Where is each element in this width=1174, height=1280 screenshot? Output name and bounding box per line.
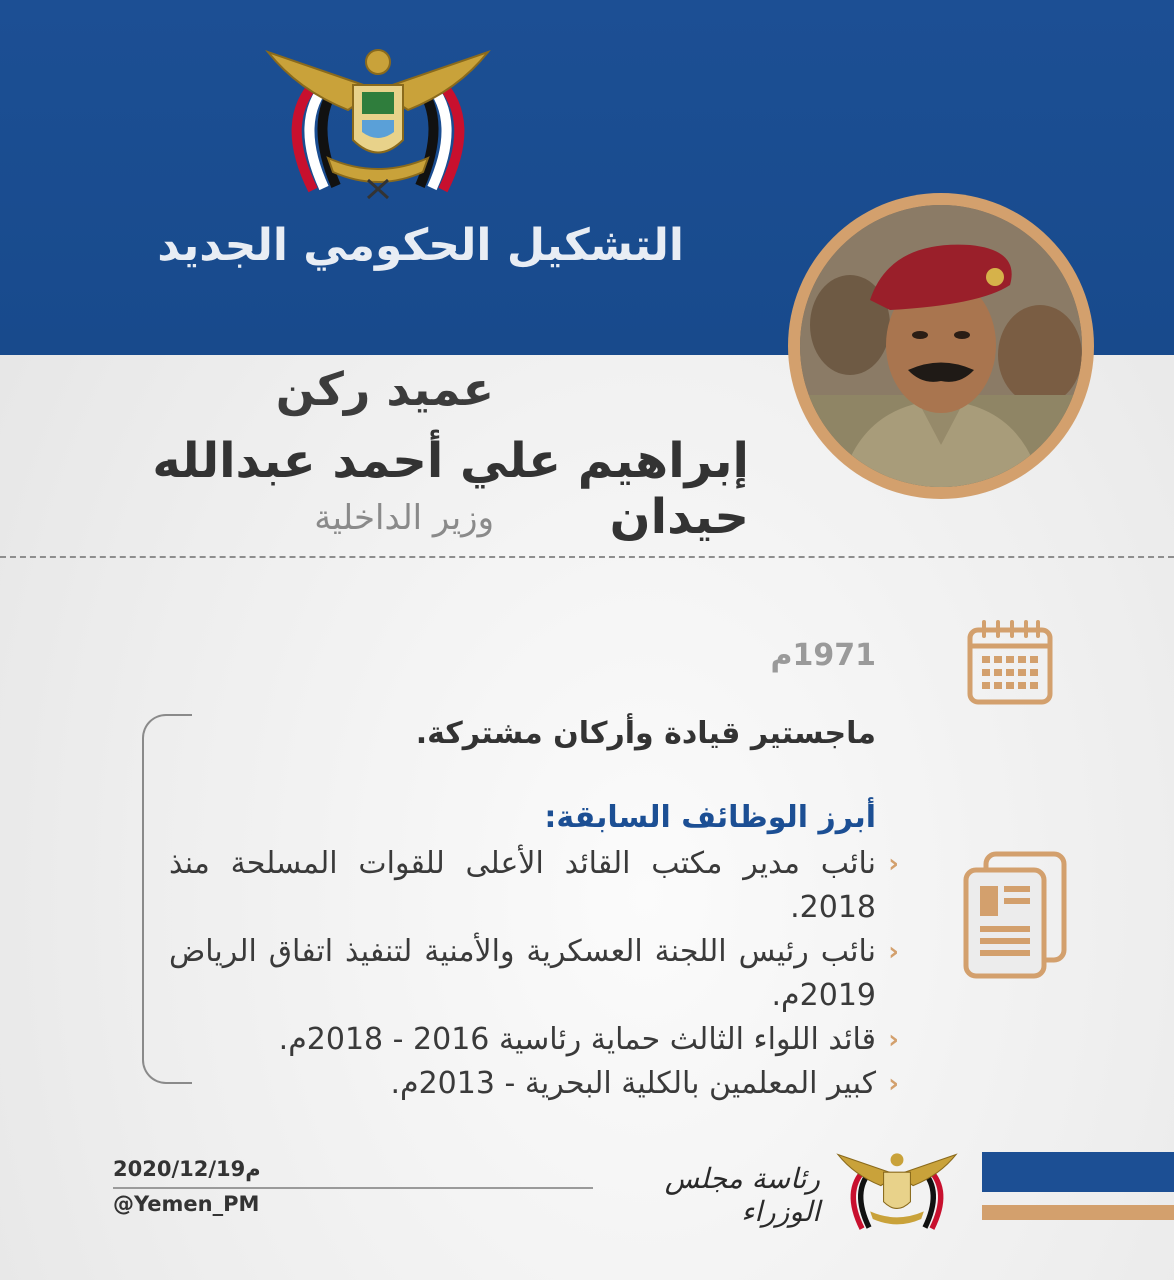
- footer-line: [113, 1187, 593, 1189]
- section-divider: [0, 556, 1174, 558]
- footer-gold-bar: [982, 1205, 1174, 1220]
- jobs-list: [169, 842, 899, 1106]
- publish-date: 2020/12/19م: [113, 1157, 261, 1181]
- calendar-icon: [966, 616, 1054, 706]
- chevron-icon: ‹: [888, 937, 899, 967]
- minister-photo: [800, 205, 1082, 487]
- jobs-heading: أبرز الوظائف السابقة:: [544, 800, 876, 835]
- birth-year: 1971م: [770, 638, 876, 673]
- job-text: نائب مدير مكتب القائد الأعلى للقوات المسلحة منذ 2018.: [169, 846, 876, 925]
- yemen-emblem: [258, 40, 498, 200]
- chevron-icon: ‹: [888, 1069, 899, 1099]
- job-text: كبير المعلمين بالكلية البحرية - 2013م.: [390, 1066, 876, 1101]
- list-item: [169, 842, 899, 930]
- yemen-emblem-small: [832, 1148, 962, 1234]
- page-title: التشكيل الحكومي الجديد: [157, 220, 684, 271]
- social-handle: @Yemen_PM: [113, 1192, 260, 1216]
- chevron-icon: ‹: [888, 1025, 899, 1055]
- minister-name: إبراهيم علي أحمد عبدالله حيدان: [152, 433, 749, 545]
- list-item: [169, 1018, 899, 1062]
- minister-rank: عميد ركن: [275, 362, 494, 416]
- minister-position: وزير الداخلية: [314, 498, 494, 538]
- minister-photo-frame: [788, 193, 1094, 499]
- chevron-icon: ‹: [888, 849, 899, 879]
- cabinet-signature: رئاسة مجلس الوزراء: [664, 1162, 820, 1228]
- job-text: قائد اللواء الثالث حماية رئاسية 2016 - 2018م.: [278, 1022, 876, 1057]
- list-item: [169, 930, 899, 1018]
- list-item: [169, 1062, 899, 1106]
- footer-blue-bar: [982, 1152, 1174, 1192]
- job-text: نائب رئيس اللجنة العسكرية والأمنية لتنفيذ اتفاق الرياض 2019م.: [169, 934, 876, 1013]
- document-icon: [960, 850, 1070, 980]
- education: ماجستير قيادة وأركان مشتركة.: [415, 716, 876, 751]
